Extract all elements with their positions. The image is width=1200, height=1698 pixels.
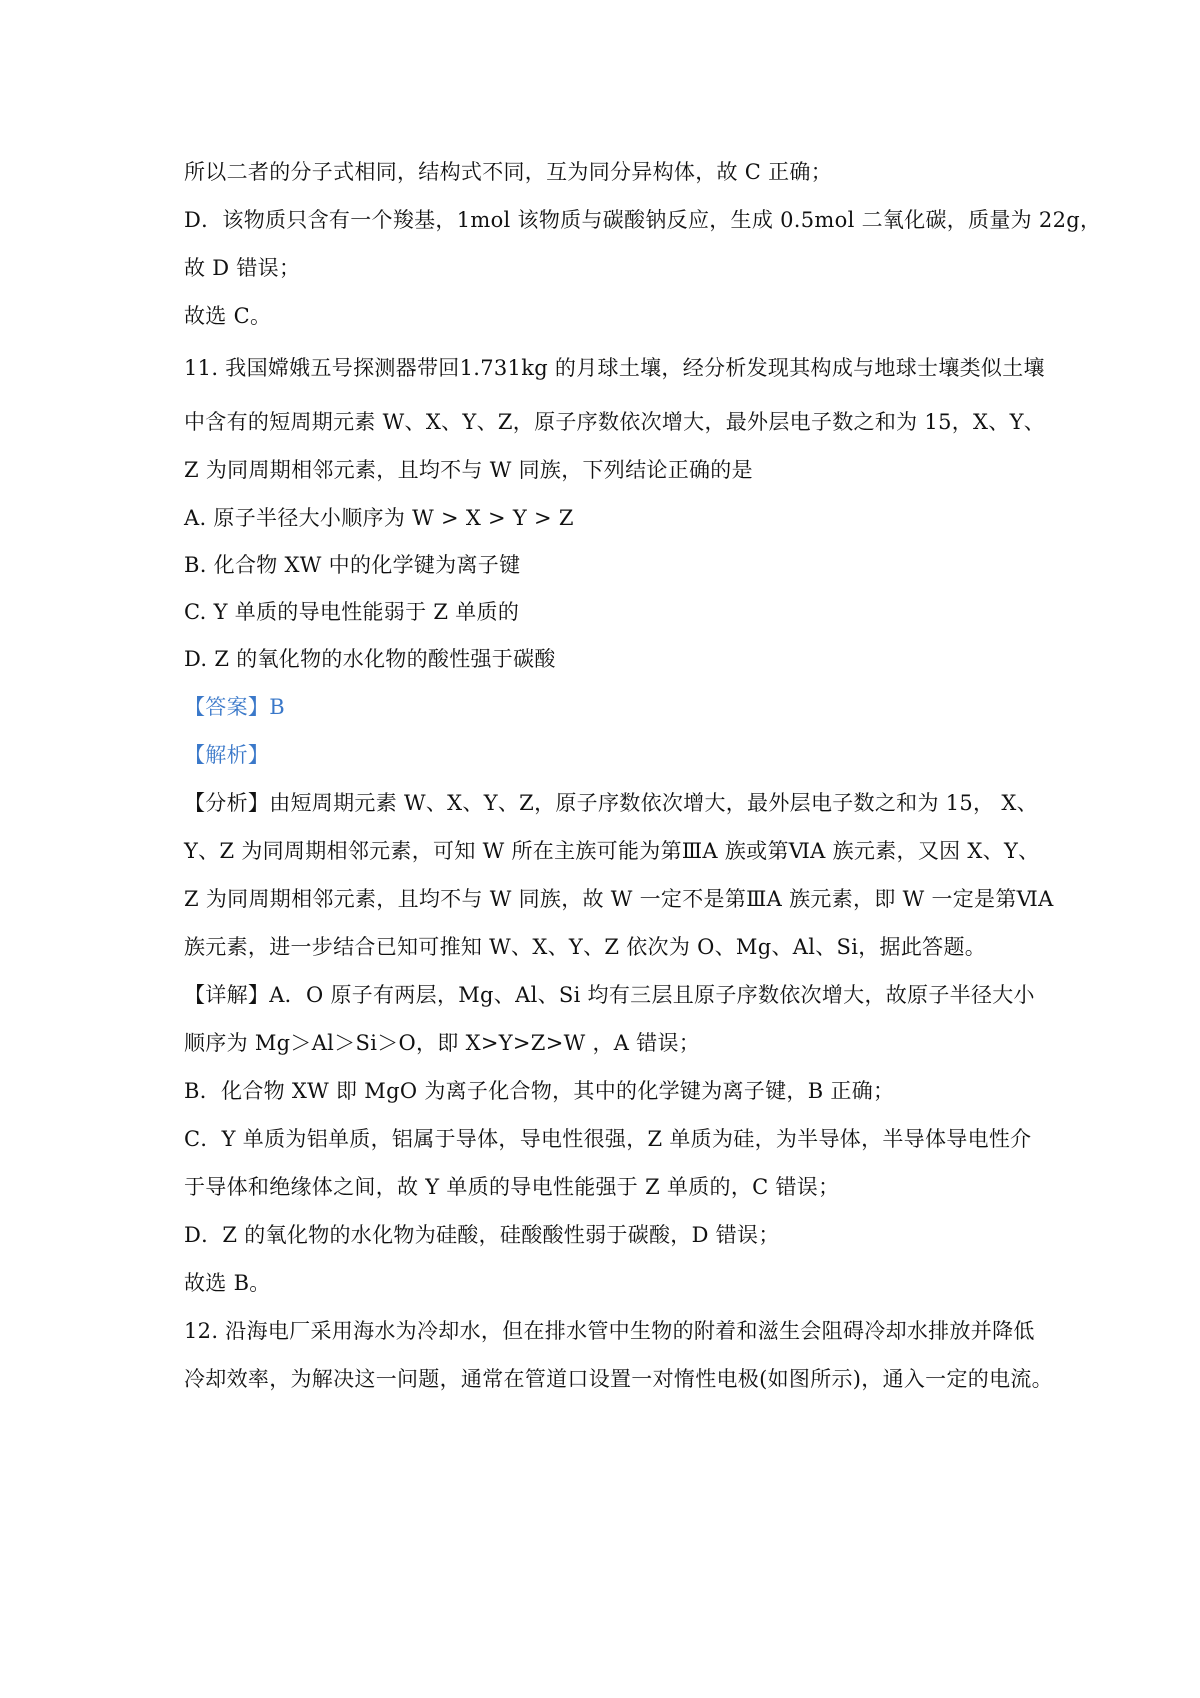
detail-line-2: 顺序为 Mg＞Al＞Si＞O，即 X>Y>Z>W ，A 错误； <box>184 1031 701 1055</box>
analysis-line-2: Y、Z 为同周期相邻元素，可知 W 所在主族可能为第ⅢA 族或第ⅥA 族元素，又因 X、Y、 <box>184 839 1040 863</box>
text-line-d-conclusion: 故 D 错误； <box>184 256 301 280</box>
detail-line-b: B．化合物 XW 即 MgO 为离子化合物，其中的化学键为离子键，B 正确； <box>184 1079 895 1103</box>
question-11-stem-line-3: Z 为同周期相邻元素，且均不与 W 同族，下列结论正确的是 <box>184 458 753 482</box>
answer-label: 【答案】B <box>184 695 285 719</box>
detail-conclusion: 故选 B。 <box>184 1271 271 1295</box>
option-b: B. 化合物 XW 中的化学键为离子键 <box>184 553 521 577</box>
question-12-stem-line-2: 冷却效率，为解决这一问题，通常在管道口设置一对惰性电极(如图所示)，通入一定的电流。 <box>184 1367 1053 1391</box>
analysis-line-1: 【分析】由短周期元素 W、X、Y、Z，原子序数依次增大，最外层电子数之和为 15， X、 <box>184 791 1038 815</box>
detail-line-c-2: 于导体和绝缘体之间，故 Y 单质的导电性能强于 Z 单质的，C 错误； <box>184 1175 840 1199</box>
detail-line-1: 【详解】A．O 原子有两层，Mg、Al、Si 均有三层且原子序数依次增大，故原子半径大小 <box>184 983 1035 1007</box>
option-a: A. 原子半径大小顺序为 W > X > Y > Z <box>184 506 574 530</box>
analysis-line-3: Z 为同周期相邻元素，且均不与 W 同族，故 W 一定不是第ⅢA 族元素，即 W 一定是第ⅥA <box>184 887 1054 911</box>
question-11-stem-line-1: 11. 我国嫦娥五号探测器带回1.731kg 的月球土壤，经分析发现其构成与地球士壤类似土壤 <box>184 356 1045 380</box>
analysis-line-4: 族元素，进一步结合已知可推知 W、X、Y、Z 依次为 O、Mg、Al、Si，据此答题。 <box>184 935 987 959</box>
text-line-d-explanation: D．该物质只含有一个羧基，1mol 该物质与碳酸钠反应，生成 0.5mol 二氧化碳，质量为 22g， <box>184 208 1102 232</box>
detail-line-c-1: C．Y 单质为铝单质，铝属于导体，导电性很强，Z 单质为硅，为半导体，半导体导电性介 <box>184 1127 1032 1151</box>
option-d: D. Z 的氧化物的水化物的酸性强于碳酸 <box>184 647 556 671</box>
text-line-q10-answer: 故选 C。 <box>184 304 272 328</box>
question-11-stem-line-2: 中含有的短周期元素 W、X、Y、Z，原子序数依次增大，最外层电子数之和为 15，X、Y、 <box>184 410 1046 434</box>
analysis-heading: 【解析】 <box>184 743 270 767</box>
option-c: C. Y 单质的导电性能弱于 Z 单质的 <box>184 600 520 624</box>
question-12-stem-line-1: 12. 沿海电厂采用海水为冷却水，但在排水管中生物的附着和滋生会阻碍冷却水排放并降低 <box>184 1319 1035 1343</box>
text-line-c-conclusion: 所以二者的分子式相同，结构式不同，互为同分异构体，故 C 正确； <box>184 160 833 184</box>
detail-line-d: D．Z 的氧化物的水化物为硅酸，硅酸酸性弱于碳酸，D 错误； <box>184 1223 780 1247</box>
